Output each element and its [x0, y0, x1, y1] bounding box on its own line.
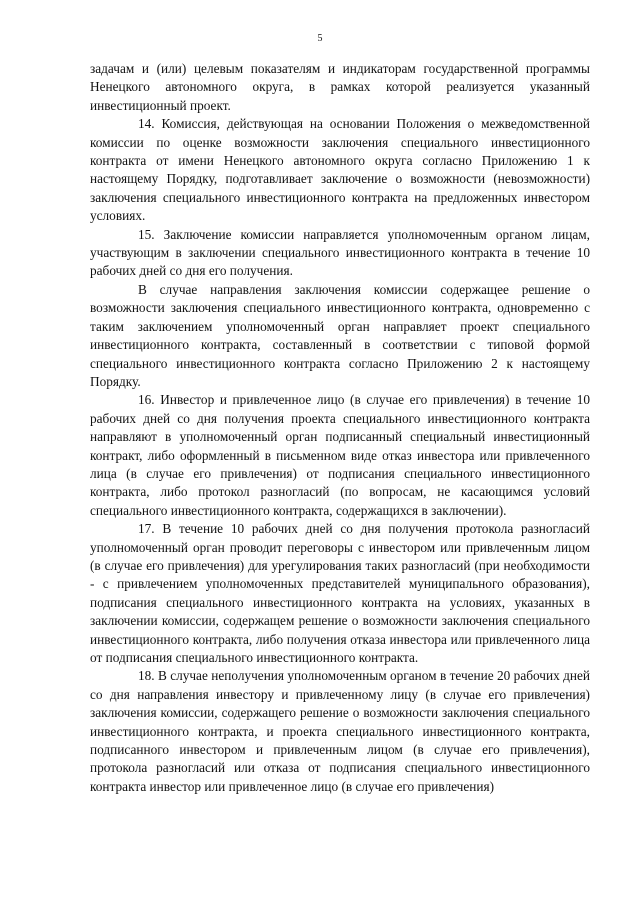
- paragraph-17: 17. В течение 10 рабочих дней со дня получения протокола разногласий уполномоченный орган проводит переговоры с инвестором или привлеченным лицом (в случае его привлечения) для урегулирования таких разногласий (при необходимости - с привлечением уполномоченных представителей муниципального образования), подписания специального инвестиционного контракта на условиях, указанных в заключении комиссии, содержащем решение о возможности заключения специального инвестиционного контракта, либо получения отказа инвестора или привлеченного лица от подписания специального инвестиционного контракта.: [90, 521, 590, 665]
- paragraph-16: 16. Инвестор и привлеченное лицо (в случае его привлечения) в течение 10 рабочих дней со дня получения проекта специального инвестиционного контракта направляют в уполномоченный орган подписанный специальный инвестиционный контракт, либо оформленный в письменном виде отказ инвестора или привлеченного лица (в случае его привлечения) от подписания специального инвестиционного контракта, либо протокол разногласий (по вопросам, не касающимся условий специального инвестиционного контракта, содержащихся в заключении).: [90, 392, 590, 518]
- document-body: [90, 60, 590, 796]
- page-number: 5: [317, 33, 323, 44]
- paragraph-15: 15. Заключение комиссии направляется уполномоченным органом лицам, участвующим в заключении специального инвестиционного контракта в течение 10 рабочих дней со дня его получения.: [90, 226, 590, 279]
- paragraph-18: 18. В случае неполучения уполномоченным органом в течение 20 рабочих дней со дня направления инвестору и привлеченному лицу (в случае его привлечения) заключения комиссии, содержащего решение о возможности заключения специального инвестиционного контракта, и проекта специального инвестиционного контракта, подписанного инвестором и привлеченным лицом (в случае его привлечения), протокола разногласий или отказа от подписания специального инвестиционного контракта инвестор или привлеченное лицо (в случае его привлечения): [90, 668, 590, 794]
- paragraph-14: 14. Комиссия, действующая на основании Положения о межведомственной комиссии по оценке возможности заключения специального инвестиционного контракта от имени Ненецкого автономного округа согласно Приложению 1 к настоящему Порядку, подготавливает заключение о возможности (невозможности) заключения специального инвестиционного контракта на предложенных инвестором условиях.: [90, 116, 590, 224]
- paragraph-15-sub: В случае направления заключения комиссии содержащее решение о возможности заключения специального инвестиционного контракта, одновременно с таким заключением уполномоченный орган направляет проект специального инвестиционного контракта, составленный в соответствии с типовой формой специального инвестиционного контракта согласно Приложению 2 к настоящему Порядку.: [90, 281, 590, 389]
- paragraph-continuation: задачам и (или) целевым показателям и индикаторам государственной программы Ненецкого автономного округа, в рамках которой реализуется указанный инвестиционный проект.: [90, 61, 590, 113]
